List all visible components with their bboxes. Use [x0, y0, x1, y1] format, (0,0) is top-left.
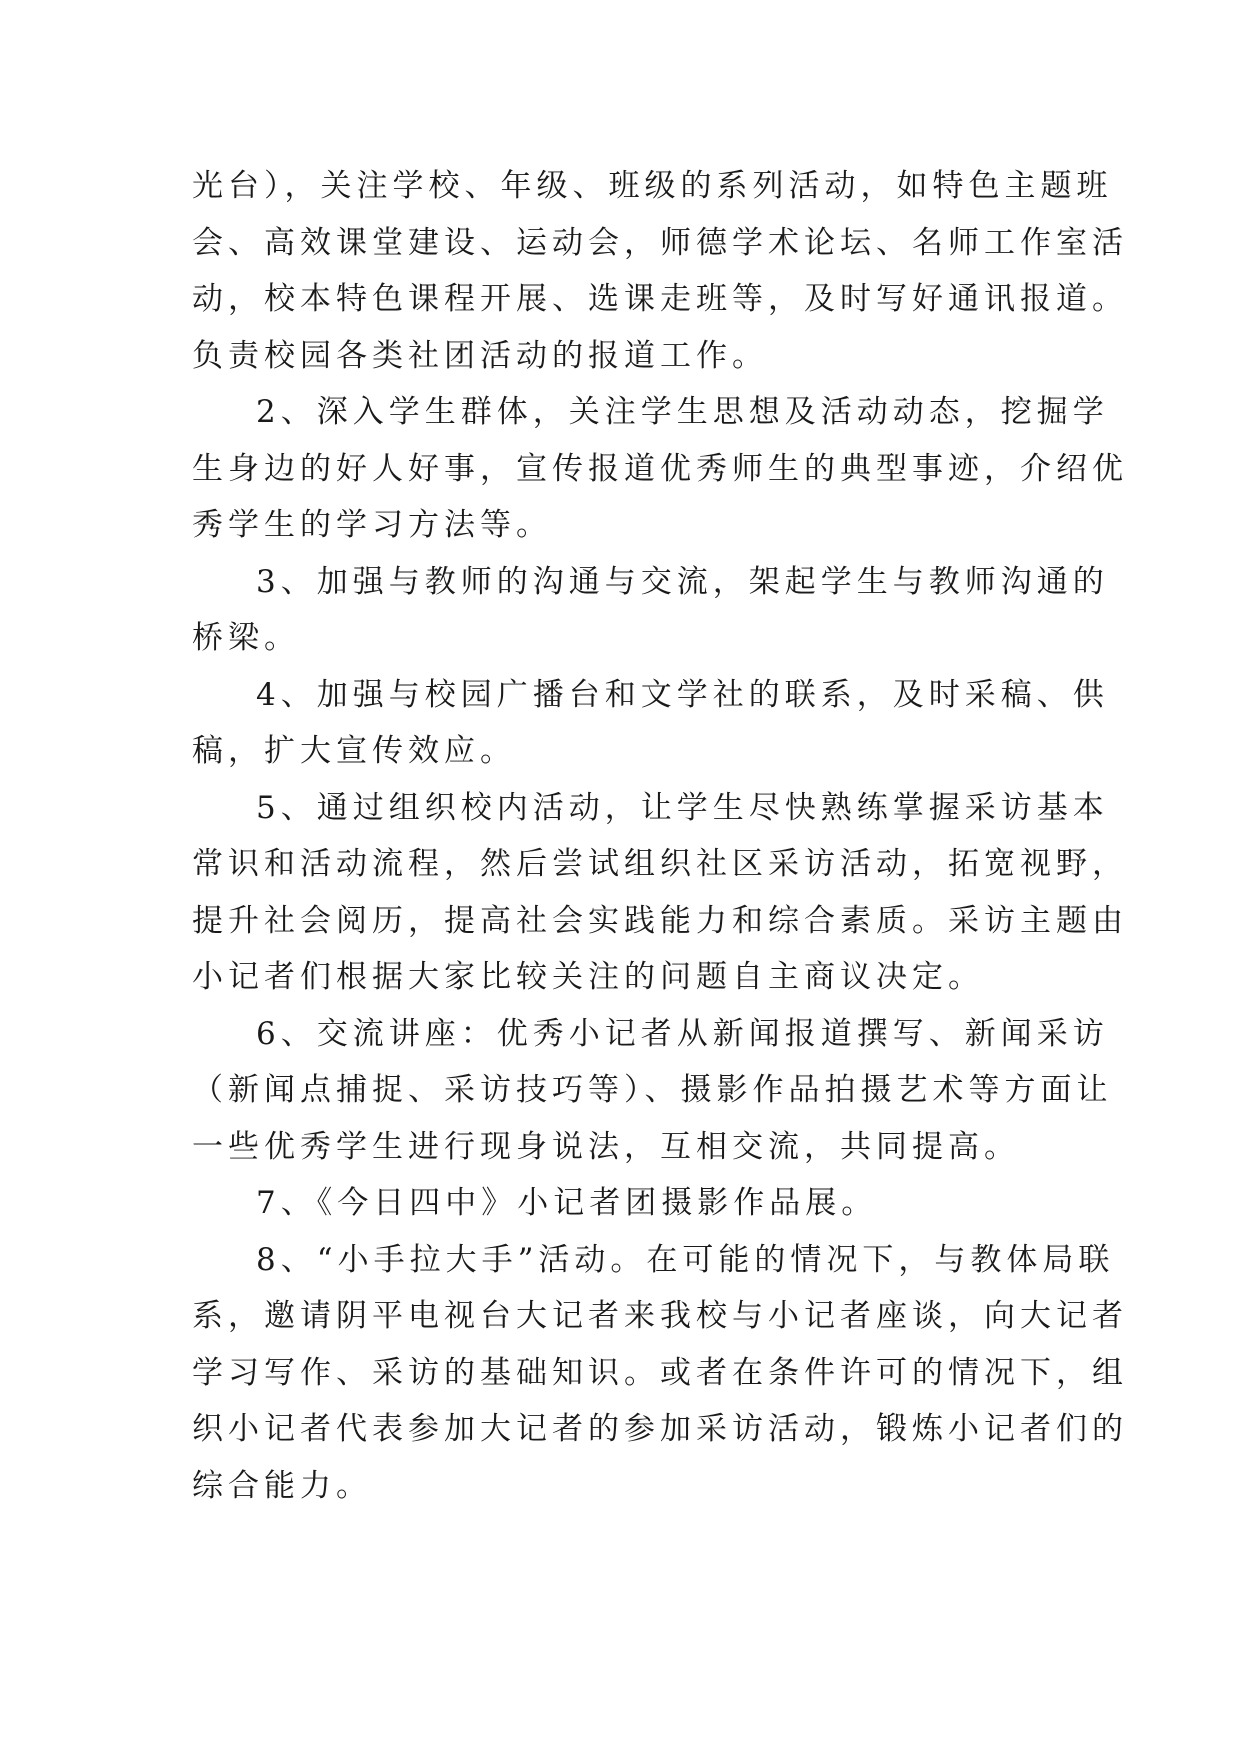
paragraph-item-3 — [192, 554, 1109, 667]
document-page — [192, 158, 1128, 1514]
text-line: 光台），关注学校、年级、班级的系列活动，如特色主题班 — [192, 168, 1113, 204]
text-line: 桥梁。 — [192, 620, 300, 656]
text-line: 动，校本特色课程开展、选课走班等，及时写好通讯报道。 — [192, 281, 1128, 317]
text-line: 6、交流讲座：优秀小记者从新闻报道撰写、新闻采访 — [256, 1015, 1109, 1052]
paragraph-continuation — [192, 158, 1128, 384]
text-line: 秀学生的学习方法等。 — [192, 507, 552, 543]
text-line: 2、深入学生群体，关注学生思想及活动动态，挖掘学 — [256, 394, 1109, 430]
text-line: 会、高效课堂建设、运动会，师德学术论坛、名师工作室活 — [192, 224, 1128, 261]
text-line: 负责校园各类社团活动的报道工作。 — [192, 337, 768, 374]
text-line: 8、“小手拉大手”活动。在可能的情况下，与教体局联 — [256, 1241, 1115, 1278]
text-line: 系，邀请阴平电视台大记者来我校与小记者座谈，向大记者 — [192, 1298, 1128, 1334]
text-line: 4、加强与校园广播台和文学社的联系，及时采稿、供 — [256, 676, 1109, 713]
paragraph-item-2 — [192, 384, 1128, 554]
text-line: 常识和活动流程，然后尝试组织社区采访活动，拓宽视野， — [192, 846, 1128, 882]
text-line: 织小记者代表参加大记者的参加采访活动，锻炼小记者们的 — [192, 1411, 1128, 1447]
text-line: 一些优秀学生进行现身说法，互相交流，共同提高。 — [192, 1128, 1020, 1165]
paragraph-item-7 — [192, 1175, 1072, 1232]
text-line: 5、通过组织校内活动，让学生尽快熟练掌握采访基本 — [256, 789, 1109, 826]
text-line: 生身边的好人好事，宣传报道优秀师生的典型事迹，介绍优 — [192, 450, 1128, 487]
paragraph-item-4 — [192, 667, 1109, 780]
text-line: 稿，扩大宣传效应。 — [192, 733, 516, 769]
text-line: 小记者们根据大家比较关注的问题自主商议决定。 — [192, 959, 984, 995]
paragraph-item-5 — [192, 780, 1128, 1006]
text-line: 提升社会阅历，提高社会实践能力和综合素质。采访主题由 — [192, 902, 1128, 939]
text-line: （新闻点捕捉、采访技巧等）、摄影作品拍摄艺术等方面让 — [192, 1072, 1113, 1108]
text-line: 7、《今日四中》小记者团摄影作品展。 — [256, 1185, 878, 1221]
text-line: 学习写作、采访的基础知识。或者在条件许可的情况下，组 — [192, 1354, 1128, 1391]
text-line: 综合能力。 — [192, 1467, 372, 1504]
paragraph-item-6 — [192, 1006, 1113, 1176]
text-line: 3、加强与教师的沟通与交流，架起学生与教师沟通的 — [256, 563, 1109, 600]
paragraph-item-8 — [192, 1232, 1128, 1515]
